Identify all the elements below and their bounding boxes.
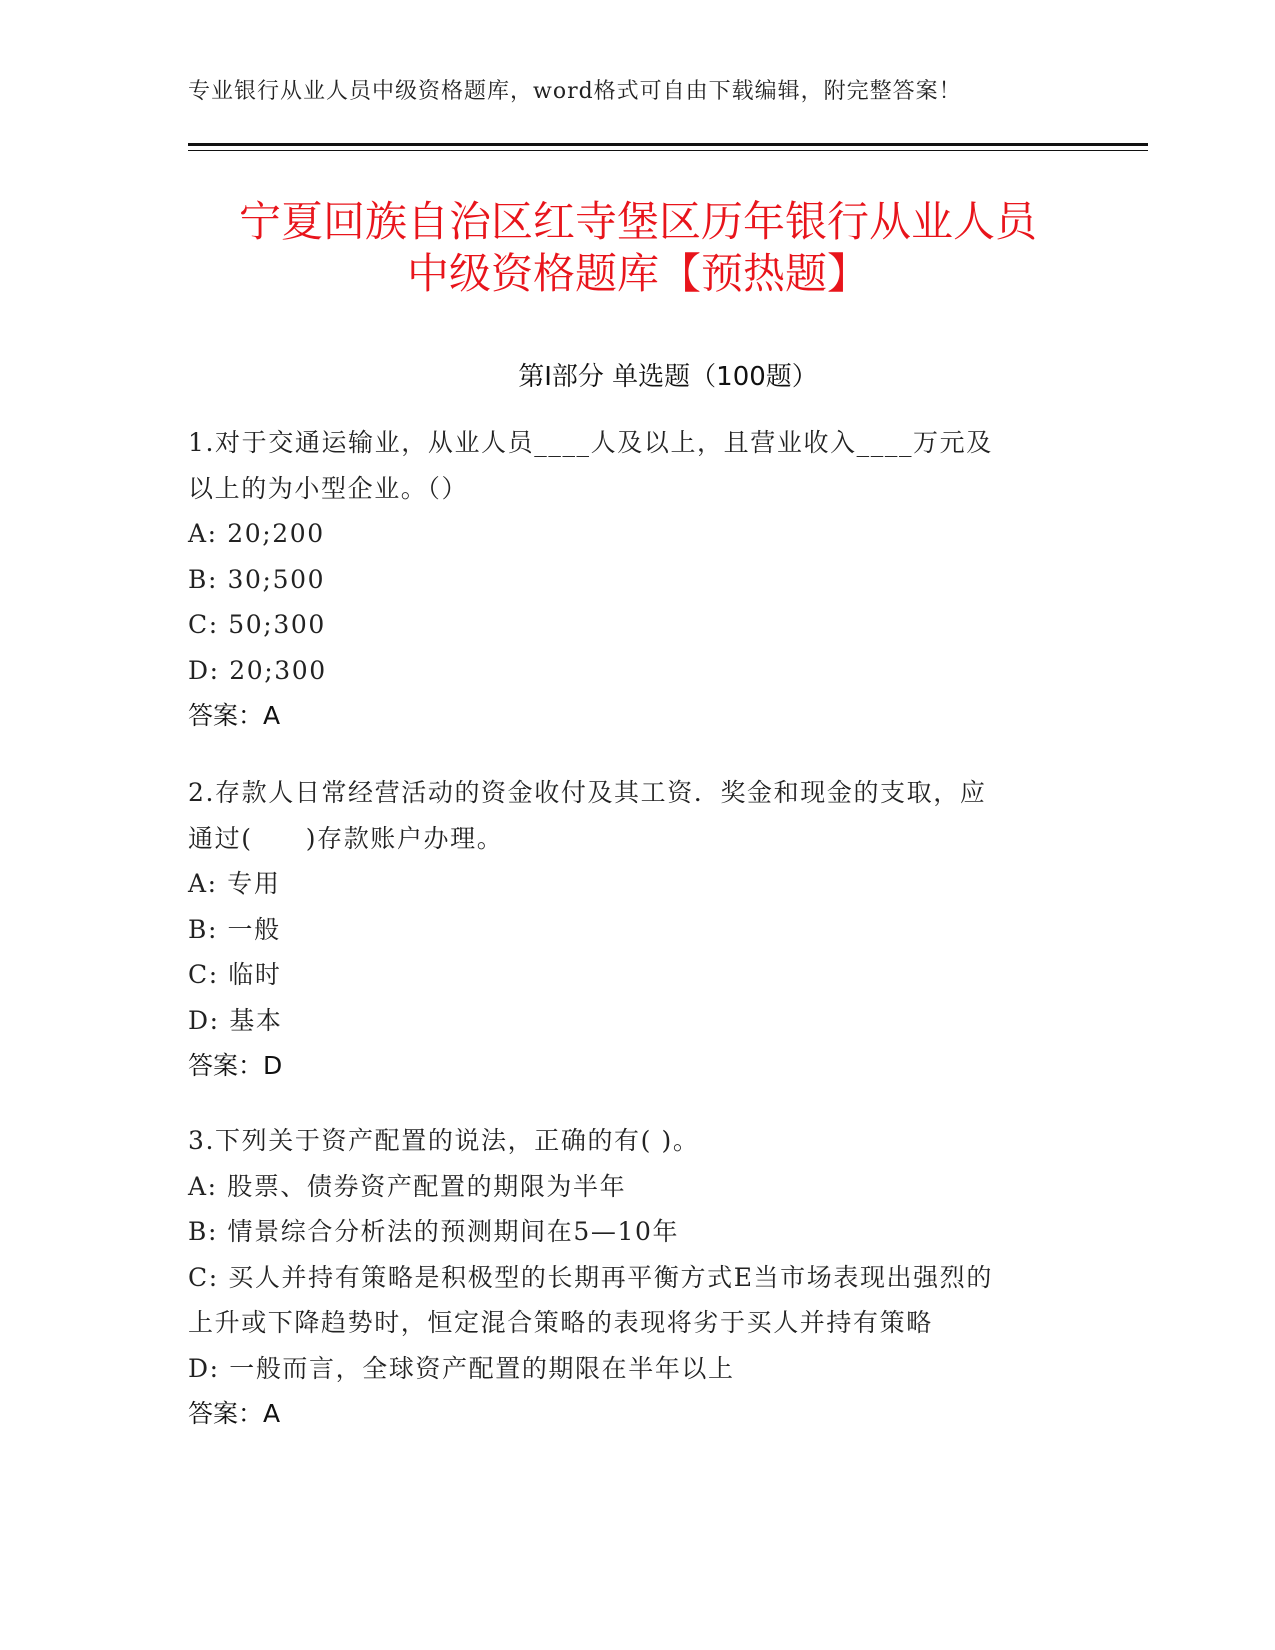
option-d: D: 20;300 xyxy=(188,655,327,685)
option-c-continued: 上升或下降趋势时，恒定混合策略的表现将劣于买人并持有策略 xyxy=(188,1308,933,1337)
question-stem: 2.存款人日常经营活动的资金收付及其工资．奖金和现金的支取，应 xyxy=(188,778,987,807)
question-3 xyxy=(188,1118,1068,1437)
option-d: D: 一般而言，全球资产配置的期限在半年以上 xyxy=(188,1353,735,1383)
question-stem: 3.下列关于资产配置的说法，正确的有( )。 xyxy=(188,1126,700,1155)
option-a: A: 专用 xyxy=(188,869,281,898)
title-line-2: 中级资格题库【预热题】 xyxy=(406,249,869,298)
option-b: B: 情景综合分析法的预测期间在5—10年 xyxy=(188,1217,680,1246)
option-b: B: 30;500 xyxy=(188,564,326,594)
option-a: A: 20;200 xyxy=(188,519,325,548)
option-c: C: 买人并持有策略是积极型的长期再平衡方式E当市场表现出强烈的 xyxy=(188,1262,993,1292)
question-2 xyxy=(188,770,1068,1089)
question-1 xyxy=(188,420,1068,739)
section-title: 第Ⅰ部分 单选题（100题） xyxy=(518,362,818,392)
option-b: B: 一般 xyxy=(188,914,281,944)
option-c: C: 临时 xyxy=(188,960,282,989)
header-note: 专业银行从业人员中级资格题库，word格式可自由下载编辑，附完整答案！ xyxy=(188,79,962,104)
answer: 答案：A xyxy=(188,701,281,730)
option-d: D: 基本 xyxy=(188,1005,283,1035)
header-rule-thick xyxy=(188,143,1148,146)
option-a: A: 股票、债券资产配置的期限为半年 xyxy=(188,1171,627,1201)
title-line-1: 宁夏回族自治区红寺堡区历年银行从业人员 xyxy=(238,197,1037,246)
header-rule-thin xyxy=(188,150,1148,151)
answer: 答案：D xyxy=(188,1051,283,1080)
answer: 答案：A xyxy=(188,1399,281,1428)
document-title xyxy=(188,196,1088,300)
question-stem: 以上的为小型企业。（） xyxy=(188,473,469,503)
question-stem: 1.对于交通运输业，从业人员____人及以上，且营业收入____万元及 xyxy=(188,428,993,457)
option-c: C: 50;300 xyxy=(188,610,326,639)
question-stem: 通过( )存款账户办理。 xyxy=(188,823,504,853)
